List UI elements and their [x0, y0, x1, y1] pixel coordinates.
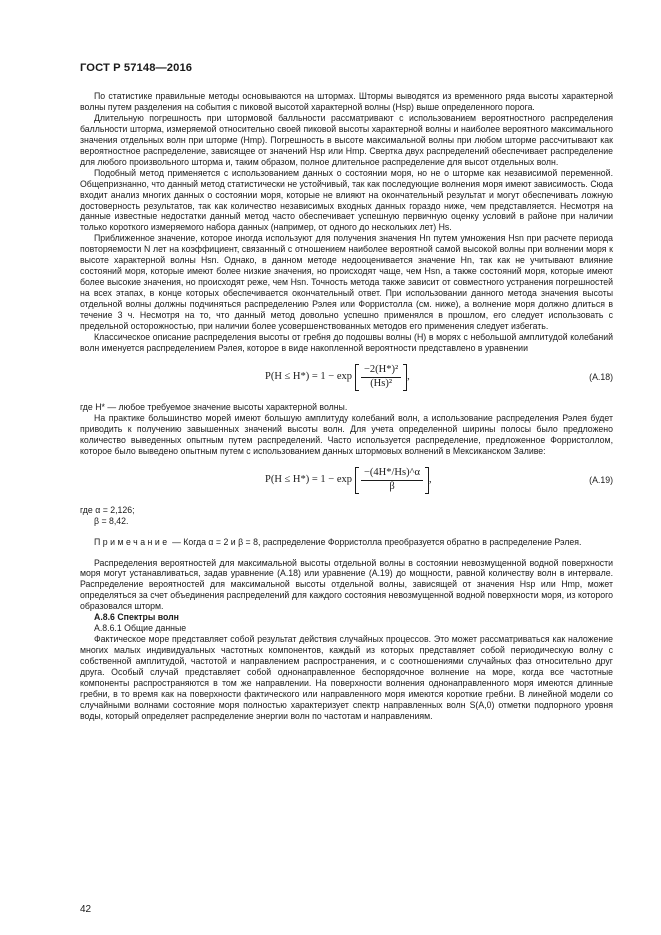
paragraph: β = 8,42.	[94, 515, 129, 526]
paragraph: Приближенное значение, которое иногда используют для получения значения Hn путем умножения Hsn при расчете периода повторяемости N лет на коэффициент, связанный с отношением наиболее вероятной самой высокой волны при волнении моря к высоте характерной волны Hsn. Однако, в данном методе недооценивается значение Hn, так как не учитывают влияние состояний моря, которые имеют более низкие значения, но происходят чаще, чем Hsn, а также состояний моря, которые имеют более высокие значения, но происходят реже, чем Hsn. Точность метода также зависит от совместного устранения погрешностей на всех этапах, в конце которых обеспечивается окончательный ответ. При использовании данного метода значения высоты отдельной волны должны подчиняться распределению Рэлея или Форристолла (см. ниже), а волнение моря должно длиться в течение 3 ч. Несмотря на то, что данный метод довольно успешно применялся в прошлом, его следует использовать с предельной осторожностью, при наличии более усовершенствованных методов его применения следует избегать.	[80, 233, 613, 332]
paragraph: где α = 2,126;	[80, 504, 135, 515]
paragraph: Классическое описание распределения высоты от гребня до подошвы волны (H) в морях с небольшой амплитудой колебаний волн именуется распределением Рэлея, которое в виде накопленной вероятности представлено в уравнении	[80, 331, 613, 353]
paragraph: На практике большинство морей имеют большую амплитуду колебаний волн, а использование распределения Рэлея будет приводить к получению завышенных значений высоты волн. Для учета определенной ширины полосы было предложено количество выведенных опытным путем распределений. Часто используется распределение, предложенное Форристоллом, которое было выведено опытным путем с использованием данных штормовых волнений в Мексиканском Заливе:	[80, 412, 613, 456]
formula-a18-tail: ,	[407, 371, 410, 383]
formula-a19-lhs: P(H ≤ H*) = 1 − exp	[265, 474, 353, 486]
paragraph: По статистике правильные методы основываются на штормах. Штормы выводятся из временного ряда высоты характерной волны путем разделения на события с пиковой высотой характерной волны (Hsp) выше определенного порога.	[80, 91, 613, 112]
page-number: 42	[80, 904, 92, 915]
page-header: ГОСТ Р 57148—2016	[80, 62, 193, 74]
formula-a18	[80, 354, 613, 402]
formula-a19-number: (А.19)	[589, 475, 613, 486]
formula-a19-tail: ,	[429, 474, 432, 486]
paragraph: Распределения вероятностей для максимальной высоты отдельной волны в состоянии невозмущенной водной поверхности моря могут устанавливаться, задав уравнение (А.18) или уравнение (А.19) до мощности, равной количеству волн в интервале. Распределение вероятностей для максимальной высоты отдельной волны, зависящей от значения Hsp или Hmp, может определяться за счет объединения распределений для каждого состояния невозмущенной водной поверхности моря, из которого образовался шторм.	[80, 557, 613, 612]
note-label: Примечание	[94, 536, 170, 547]
formula-a19-denominator: β	[389, 481, 395, 493]
section-title: А.8.6 Спектры волн	[94, 612, 179, 623]
paragraph: Фактическое море представляет собой результат действия случайных процессов. Это может рассматриваться как наложение многих малых индивидуальных частотных компонентов, каждый из которых представляет собой периодическую волну с собственной амплитудой, частотой и направлением распространения, и с соотношениями случайных фаз относительно друг друга. Особый случай представляет собой однонаправленное беспорядочное волнение на море, когда все частотные компоненты распространяются в том же направлении. На поверхности волнения однонаправленного моря имеются длинные гребни, в то время как на поверхности фактического или направленного моря имеются короткие гребни. В линейной модели со случайными волнами состояние моря полностью характеризует спектр направленных волн S(A,0) отметки подпорного уровня воды, который определяет распределение энергии волн по частотам и направлениям.	[80, 634, 613, 721]
formula-a19-numerator: −(4H*/Hs)^α	[361, 468, 423, 481]
formula-a19-bracket	[355, 467, 429, 494]
subsection-title: А.8.6.1 Общие данные	[94, 623, 187, 634]
formula-a19	[80, 457, 613, 505]
formula-a18-lhs: P(H ≤ H*) = 1 − exp	[265, 371, 353, 383]
paragraph: Подобный метод применяется с использованием данных о состоянии моря, но не о шторме как независимой переменной. Общепризнанно, что данный метод статистически не устойчивый, так как последующие волнения моря имеют зависимость. Сюда входит анализ многих данных о состоянии моря, которые не влияют на окончательный результат и могут обеспечивать ложную достоверность результатов, так как количество независимых входных данных гораздо ниже, чем представляется. Несмотря на данные известные недостатки данный метод часто обеспечивает успешную первичную оценку условий в районе при наличии только короткого измеряемого набора данных (например, от одного до нескольких лет) Hs.	[80, 167, 613, 233]
note-text: — Когда α = 2 и β = 8, распределение Форристолла преобразуется обратно в распределение Рэлея.	[169, 536, 582, 547]
note	[80, 537, 613, 548]
formula-a18-denominator: (Hs)²	[370, 378, 392, 390]
paragraph: Длительную погрешность при штормовой балльности рассматривают с использованием вероятностного распределения балльности шторма, измеряемой относительно своей пиковой высоты характерной волны и наиболее вероятного максимального значения отдельных волн при шторме (Hmp). Погрешность в высоте максимальной волны при любом шторме рассчитывают как вероятностное распределение, зависящее от значений Hsp или Hmp. Свертка двух распределений обеспечивает распределение для любого произвольного шторма и, таким образом, полное длительное распределение для высот отдельных волн.	[80, 112, 613, 167]
document-body	[80, 91, 613, 722]
formula-a18-expression	[265, 354, 410, 402]
paragraph: где H* — любое требуемое значение высоты характерной волны.	[80, 401, 348, 412]
formula-a19-expression	[265, 457, 432, 505]
formula-a18-number: (А.18)	[589, 372, 613, 383]
formula-a18-fraction	[361, 365, 401, 390]
formula-a19-fraction	[361, 468, 423, 493]
formula-a18-bracket	[355, 364, 407, 391]
formula-a18-numerator: −2(H*)²	[361, 365, 401, 378]
